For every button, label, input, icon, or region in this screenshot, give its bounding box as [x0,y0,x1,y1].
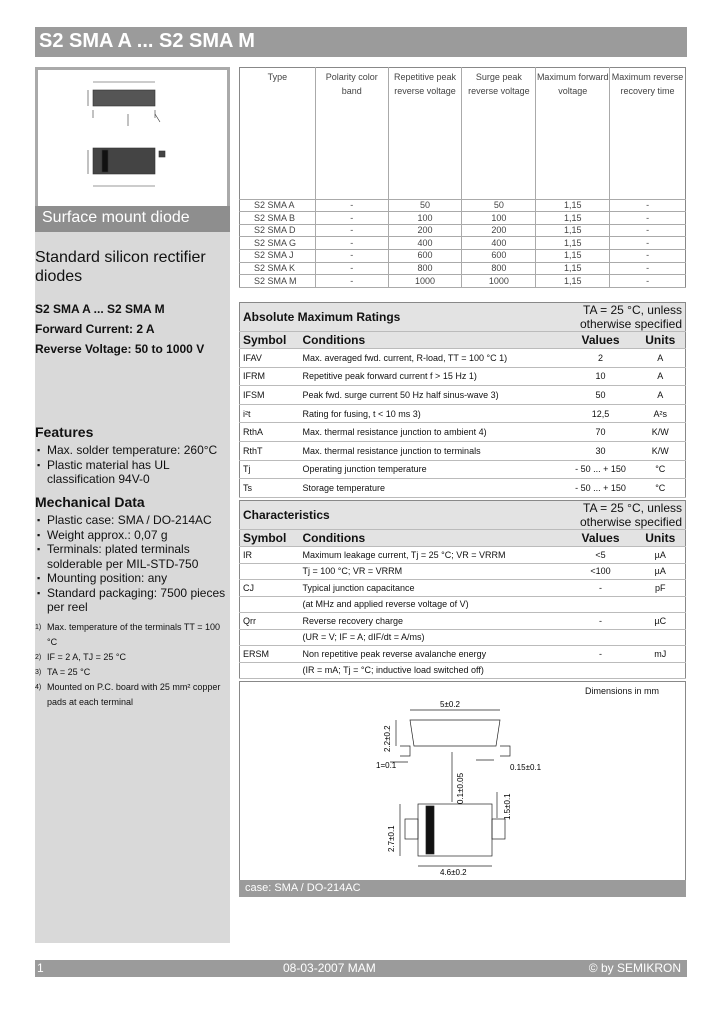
mech-title: Mechanical Data [35,494,145,510]
table-cell: (at MHz and applied reverse voltage of V) [300,596,566,613]
table-row [240,250,686,263]
table-cell: - [566,613,636,630]
table-cell: 1,15 [536,237,610,250]
table-cell: 2 [566,349,636,368]
table-row [240,613,686,630]
table-cell: - 50 ... + 150 [566,460,636,479]
part-range: S2 SMA A ... S2 SMA M [35,302,165,316]
table-cell: (IR = mA; Tj = °C; inductive load switched off) [300,662,566,679]
table-cell: 1,15 [536,199,610,212]
col-header: Type [240,68,316,200]
table-cell: - 50 ... + 150 [566,479,636,498]
table-cell: - [315,224,388,237]
table-cell [636,662,686,679]
table-cell: S2 SMA D [240,224,316,237]
table-cell: A [636,349,686,368]
table-cell: - [610,224,686,237]
table-cell: Max. averaged fwd. current, R-load, TT = 100 °C 1) [300,349,566,368]
table-row [240,212,686,225]
table-cell: IFAV [240,349,300,368]
features-title: Features [35,424,94,440]
table-cell: - [610,237,686,250]
table-row [240,262,686,275]
col-header: Units [636,530,686,547]
table-cell: RthT [240,441,300,460]
table-cell: Repetitive peak forward current f > 15 Hz 1) [300,367,566,386]
table-cell: µA [636,563,686,580]
table-cell: - [610,212,686,225]
type-table [239,67,686,288]
mech-list [35,513,230,615]
abs-cond: TA = 25 °C, unless otherwise specified [566,303,686,332]
dim-side: 1.5±0.1 [503,793,512,820]
col-header: Units [636,332,686,349]
features-list [35,443,230,487]
table-row [240,423,686,442]
table-cell: 30 [566,441,636,460]
table-cell: A [636,367,686,386]
table-cell: °C [636,479,686,498]
col-header: Surge peak reverse voltage [462,68,536,200]
page-title: S2 SMA A ... S2 SMA M [35,27,687,57]
table-row [240,646,686,663]
table-cell: 50 [566,386,636,405]
reverse-voltage: Reverse Voltage: 50 to 1000 V [35,342,205,356]
table-cell: Max. thermal resistance junction to terminals [300,441,566,460]
case-label: case: SMA / DO-214AC [239,880,686,897]
footer [35,960,687,977]
table-cell: - [315,199,388,212]
table-cell: 70 [566,423,636,442]
table-cell: 200 [462,224,536,237]
table-cell: - [566,580,636,597]
table-cell: 1,15 [536,250,610,263]
footer-copyright: © by SEMIKRON [588,961,681,975]
table-cell [240,563,300,580]
abs-title: Absolute Maximum Ratings [240,303,566,332]
table-cell: Operating junction temperature [300,460,566,479]
table-cell: - [315,237,388,250]
table-cell [566,662,636,679]
table-row [240,662,686,679]
table-cell: 800 [388,262,462,275]
table-cell: S2 SMA B [240,212,316,225]
table-cell: - [610,250,686,263]
col-header: Values [566,530,636,547]
col-header: Conditions [300,530,566,547]
table-cell: - [315,275,388,288]
table-row [240,547,686,564]
table-cell: IR [240,547,300,564]
table-cell: Typical junction capacitance [300,580,566,597]
table-row [240,580,686,597]
col-header: Values [566,332,636,349]
table-cell: µA [636,547,686,564]
table-cell: S2 SMA K [240,262,316,275]
table-cell: 1,15 [536,275,610,288]
footer-date: 08-03-2007 MAM [283,961,376,975]
dim-w2: 4.6±0.2 [440,868,467,877]
col-header: Conditions [300,332,566,349]
table-row [240,460,686,479]
char-title: Characteristics [240,501,566,530]
table-cell: - [315,262,388,275]
page-number: 1 [37,961,44,975]
table-cell: - [315,250,388,263]
table-cell: CJ [240,580,300,597]
table-cell: Qrr [240,613,300,630]
table-cell [636,596,686,613]
table-cell: (UR = V; IF = A; dIF/dt = A/ms) [300,629,566,646]
table-cell: - [610,199,686,212]
table-cell: 10 [566,367,636,386]
table-cell: S2 SMA J [240,250,316,263]
characteristics-table [239,500,686,679]
table-row [240,404,686,423]
table-cell: Rating for fusing, t < 10 ms 3) [300,404,566,423]
mech-item: ▪ Weight approx.: 0,07 g [35,528,230,543]
table-cell: Ts [240,479,300,498]
table-cell: Storage temperature [300,479,566,498]
table-cell [240,662,300,679]
table-cell: 1000 [462,275,536,288]
table-cell: 1000 [388,275,462,288]
table-cell: IFSM [240,386,300,405]
table-cell: 100 [462,212,536,225]
table-cell: Reverse recovery charge [300,613,566,630]
table-cell [566,629,636,646]
product-label: Surface mount diode [35,206,230,232]
table-cell: Tj = 100 °C; VR = VRRM [300,563,566,580]
table-cell: i²t [240,404,300,423]
table-cell: °C [636,460,686,479]
table-cell: 12,5 [566,404,636,423]
table-cell [240,596,300,613]
dim-lead2: 0.15±0.1 [510,763,542,772]
table-cell: 1,15 [536,224,610,237]
table-row [240,275,686,288]
table-cell: <5 [566,547,636,564]
table-cell: 400 [462,237,536,250]
table-cell: 1,15 [536,262,610,275]
table-cell [636,629,686,646]
table-cell: K/W [636,441,686,460]
table-cell: Tj [240,460,300,479]
table-cell [240,629,300,646]
table-row [240,349,686,368]
feature-item: ▪ Plastic material has UL classification 94V-0 [35,458,230,487]
dims-label: Dimensions in mm [584,686,659,696]
mech-item: ▪ Plastic case: SMA / DO-214AC [35,513,230,528]
dim-lead: 1=0.1 [376,761,397,770]
table-cell: 1,15 [536,212,610,225]
table-row [240,563,686,580]
table-cell: Peak fwd. surge current 50 Hz half sinus-wave 3) [300,386,566,405]
table-cell: µC [636,613,686,630]
table-cell: pF [636,580,686,597]
table-cell: 400 [388,237,462,250]
subtitle: Standard silicon rectifier diodes [35,249,206,285]
col-header: Maximum forward voltage [536,68,610,200]
footnotes [35,620,230,710]
table-row [240,199,686,212]
table-cell: Non repetitive peak reverse avalanche energy [300,646,566,663]
table-cell: RthA [240,423,300,442]
table-cell: ERSM [240,646,300,663]
dimensions-drawing [239,681,686,897]
col-header: Symbol [240,332,300,349]
table-row [240,224,686,237]
table-cell: K/W [636,423,686,442]
dim-h2: 2.7±0.1 [387,825,396,852]
table-row [240,441,686,460]
abs-max-table [239,302,686,498]
table-cell: - [610,275,686,288]
table-cell: 800 [462,262,536,275]
table-cell: <100 [566,563,636,580]
table-cell: S2 SMA G [240,237,316,250]
table-cell: S2 SMA A [240,199,316,212]
col-header: Repetitive peak reverse voltage [388,68,462,200]
table-cell: 100 [388,212,462,225]
char-cond: TA = 25 °C, unless otherwise specified [566,501,686,530]
table-cell: S2 SMA M [240,275,316,288]
dim-h: 2.2±0.2 [383,725,392,752]
mech-item: ▪ Standard packaging: 7500 pieces per reel [35,586,230,615]
feature-item: ▪ Max. solder temperature: 260°C [35,443,230,458]
table-cell: 200 [388,224,462,237]
col-header: Polarity color band [315,68,388,200]
table-cell [566,596,636,613]
table-cell: 600 [462,250,536,263]
table-row [240,367,686,386]
table-cell: 50 [462,199,536,212]
forward-current: Forward Current: 2 A [35,322,155,336]
table-cell: 50 [388,199,462,212]
table-cell: - [610,262,686,275]
table-row [240,237,686,250]
col-header: Maximum reverse recovery time [610,68,686,200]
table-row [240,629,686,646]
table-cell: Max. thermal resistance junction to ambient 4) [300,423,566,442]
table-cell: A²s [636,404,686,423]
mech-item: ▪ Terminals: plated terminals solderable per MIL-STD-750 [35,542,230,571]
dim-top: 5±0.2 [440,700,460,709]
footnote: 3) TA = 25 °C [35,667,91,677]
table-cell: mJ [636,646,686,663]
footnote: 2) IF = 2 A, TJ = 25 °C [35,652,126,662]
table-row [240,479,686,498]
table-cell: 600 [388,250,462,263]
table-cell: - [566,646,636,663]
col-header: Symbol [240,530,300,547]
dim-center: 0.1±0.05 [456,772,465,804]
footnote: 4) Mounted on P.C. board with 25 mm² copper pads at each terminal [35,682,221,707]
table-cell: A [636,386,686,405]
table-row [240,596,686,613]
table-cell: - [315,212,388,225]
table-cell: IFRM [240,367,300,386]
footnote: 1) Max. temperature of the terminals TT = 100 °C [35,622,220,647]
table-cell: Maximum leakage current, Tj = 25 °C; VR = VRRM [300,547,566,564]
table-row [240,386,686,405]
mech-item: ▪ Mounting position: any [35,571,230,586]
